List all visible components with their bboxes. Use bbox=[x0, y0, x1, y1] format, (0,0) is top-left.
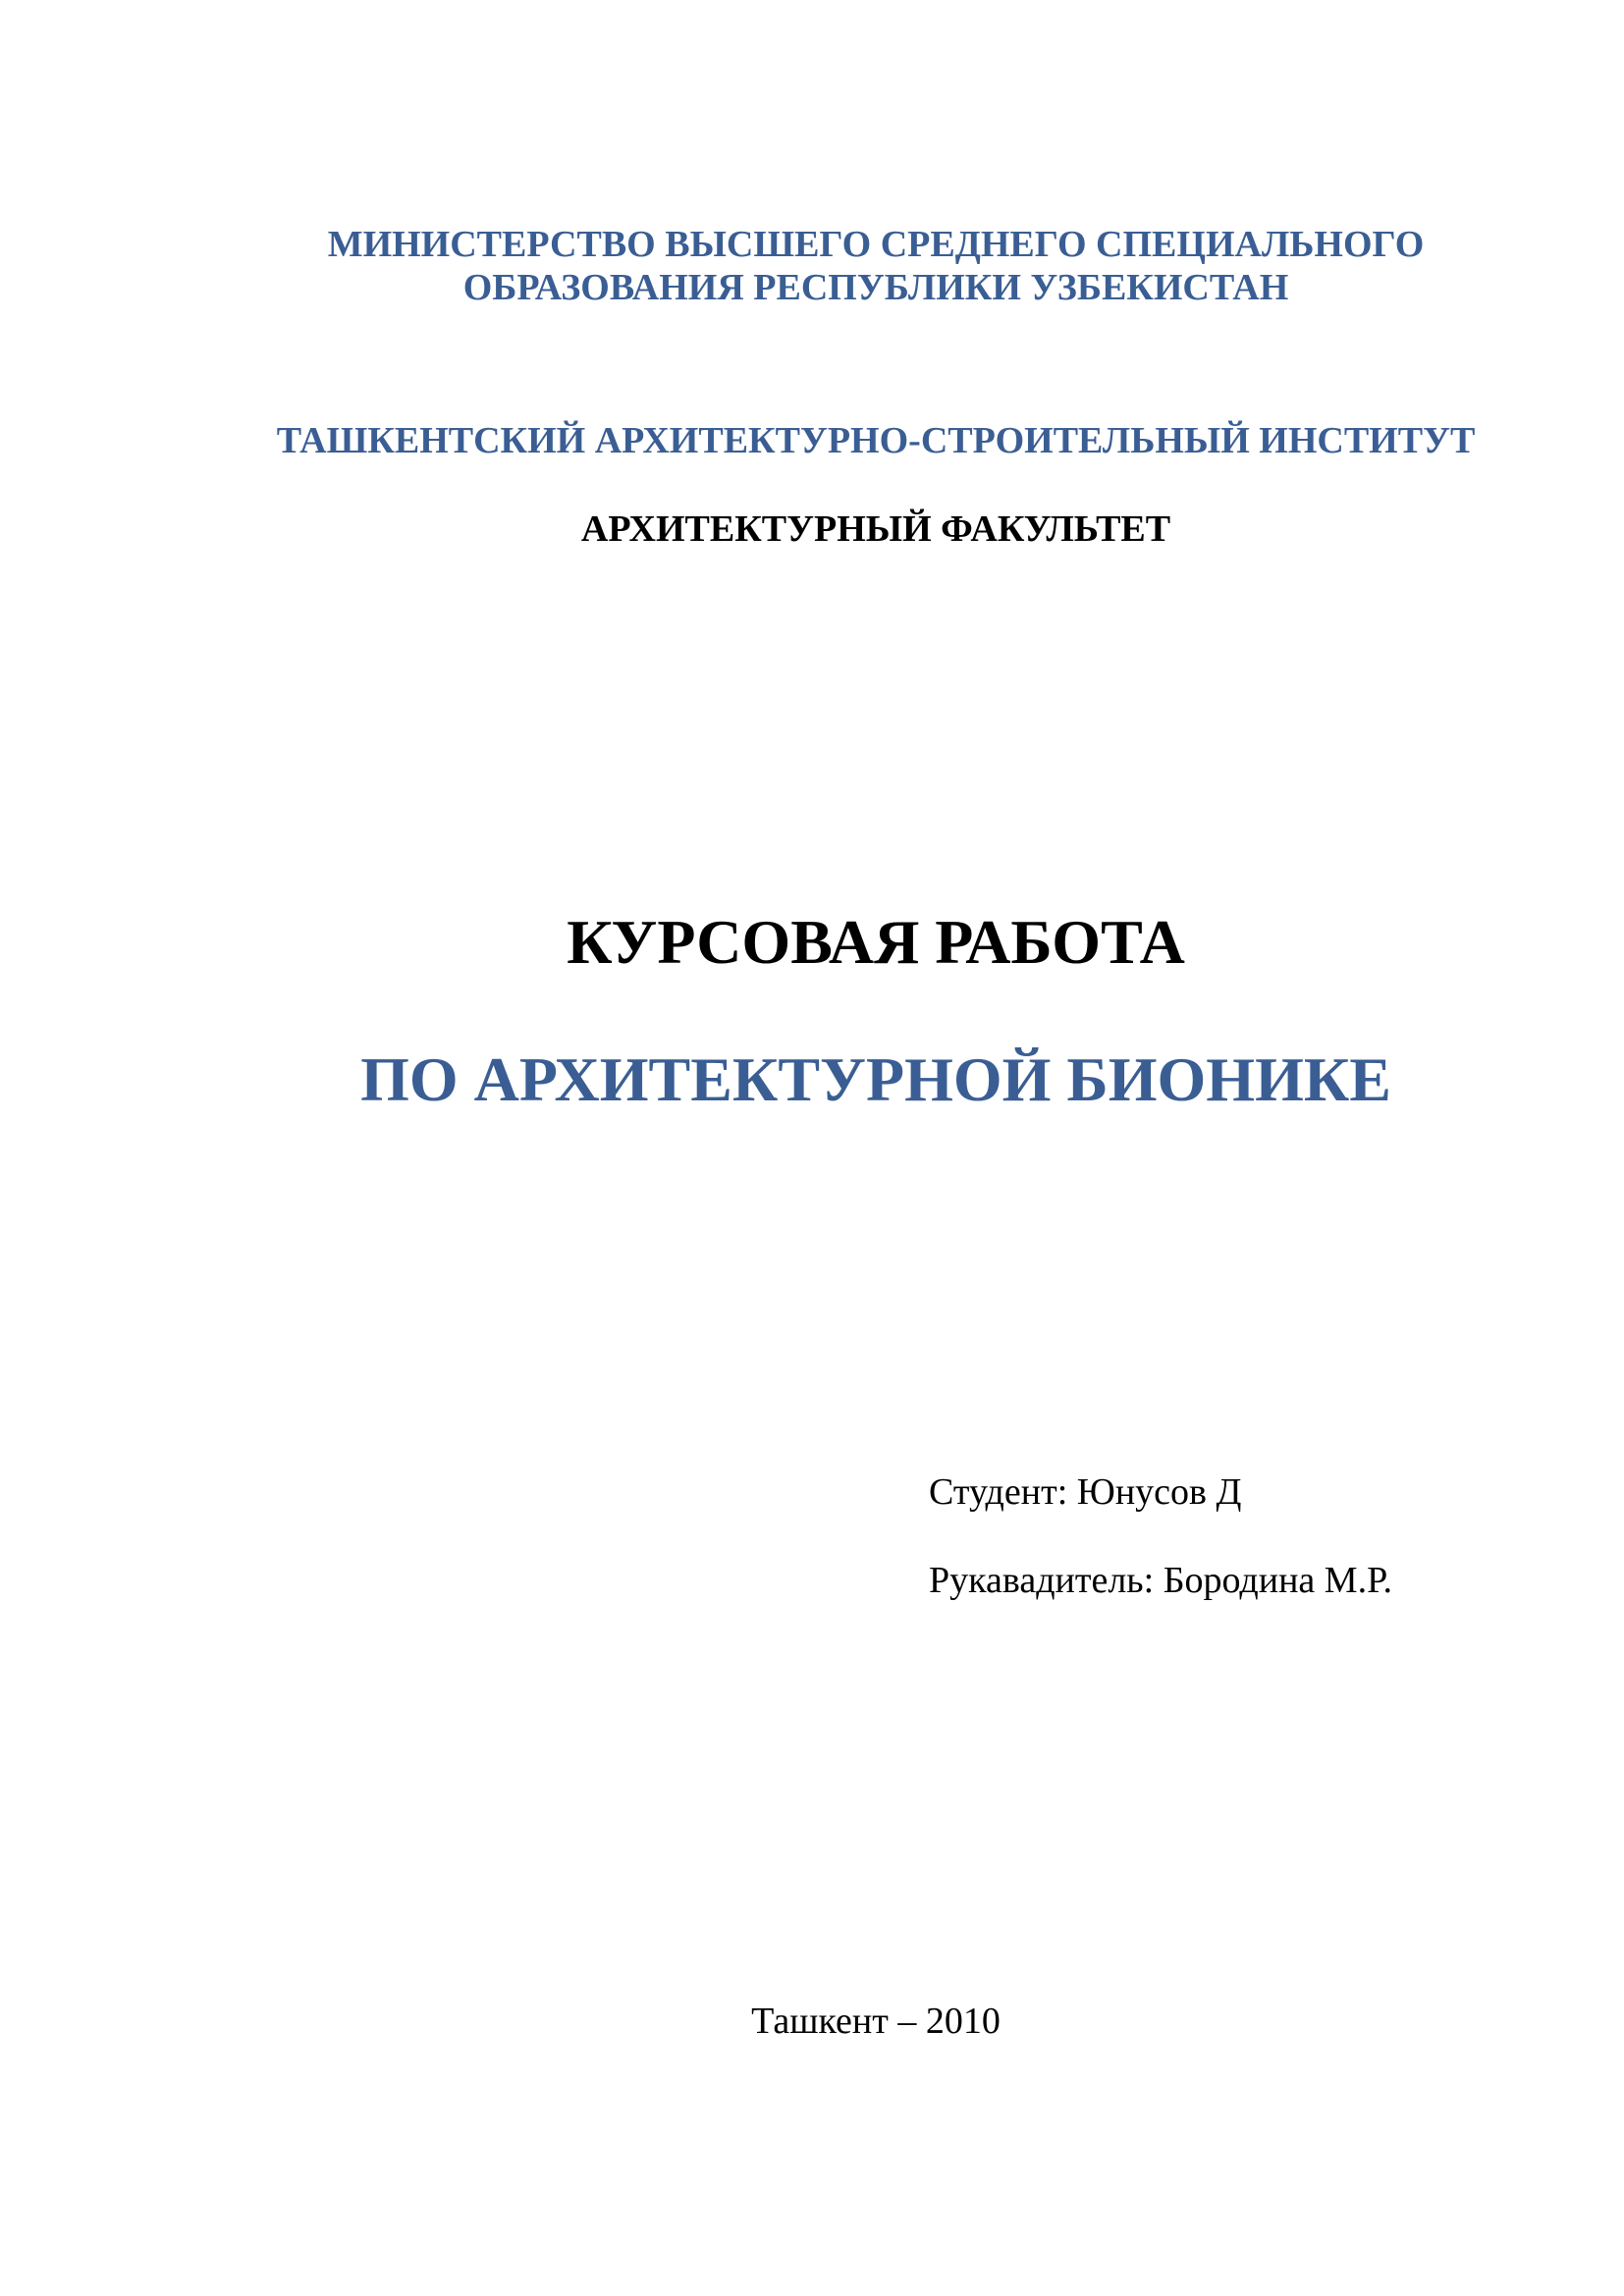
supervisor-credit: Рукавадитель: Бородина М.Р. bbox=[929, 1560, 1392, 1601]
faculty-heading: АРХИТЕКТУРНЫЙ ФАКУЛЬТЕТ bbox=[580, 508, 1171, 550]
work-type-title: КУРСОВАЯ РАБОТА bbox=[567, 907, 1185, 977]
city-year-footer: Ташкент – 2010 bbox=[751, 2001, 1001, 2042]
ministry-heading-line-1: МИНИСТЕРСТВО ВЫСШЕГО СРЕДНЕГО СПЕЦИАЛЬНОГО bbox=[327, 224, 1425, 265]
student-credit: Студент: Юнусов Д bbox=[929, 1471, 1242, 1513]
institute-heading: ТАШКЕНТСКИЙ АРХИТЕКТУРНО-СТРОИТЕЛЬНЫЙ ИНСТИТУТ bbox=[276, 420, 1476, 461]
ministry-heading-line-2: ОБРАЗОВАНИЯ РЕСПУБЛИКИ УЗБЕКИСТАН bbox=[462, 267, 1289, 308]
work-subject-title: ПО АРХИТЕКТУРНОЙ БИОНИКЕ bbox=[360, 1044, 1391, 1114]
